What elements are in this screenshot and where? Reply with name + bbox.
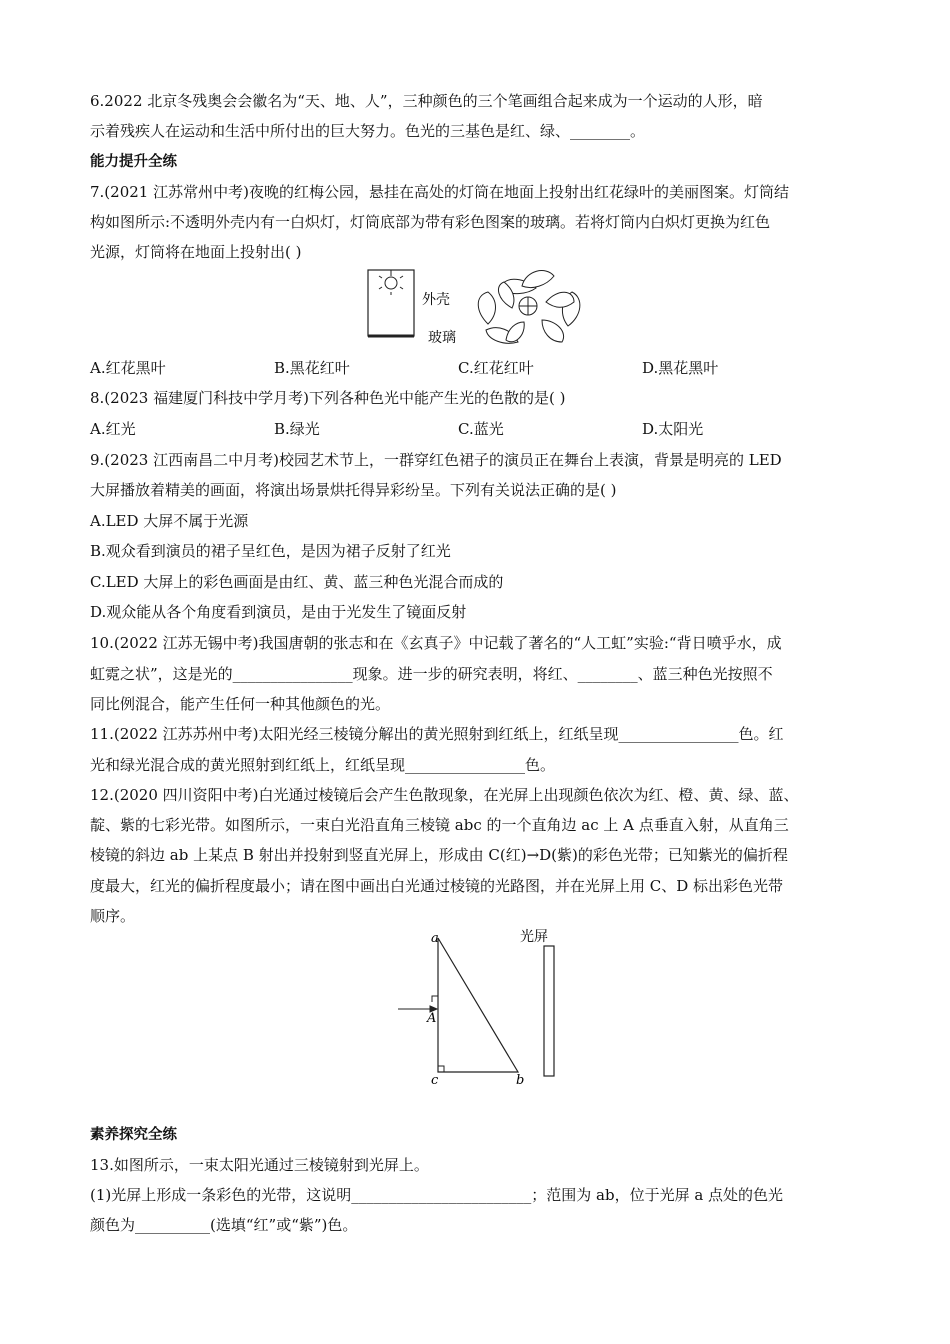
q12-line-4: 度最大，红光的偏折程度最小；请在图中画出白光通过棱镜的光路图，并在光屏上用 C、D 标出彩色光带 xyxy=(90,877,784,895)
q12-line-2: 靛、紫的七彩光带。如图所示，一束白光沿直角三棱镜 abc 的一个直角边 ac 上 A 点垂直入射，从直角三 xyxy=(90,816,789,834)
bulb-icon xyxy=(379,270,403,295)
label-glass: 玻璃 xyxy=(428,330,456,346)
light-screen xyxy=(544,946,554,1076)
q12-line-5: 顺序。 xyxy=(90,907,136,925)
q9-option-b: B.观众看到演员的裙子呈红色，是因为裙子反射了红光 xyxy=(90,542,451,560)
point-A-label: A xyxy=(427,1011,437,1026)
q10-line-1: 10.(2022 江苏无锡中考)我国唐朝的张志和在《玄真子》中记载了著名的“人工虹”实验:“背日喷乎水，成 xyxy=(90,634,782,652)
q7-option-b: B.黑花红叶 xyxy=(274,359,350,377)
q8-line-1: 8.(2023 福建厦门科技中学月考)下列各种色光中能产生光的色散的是( ) xyxy=(90,389,566,407)
q12-line-1: 12.(2020 四川资阳中考)白光通过棱镜后会产生色散现象，在光屏上出现颜色依次为红、橙、黄、绿、蓝、 xyxy=(90,786,799,804)
q7-option-d: D.黑花黑叶 xyxy=(642,359,719,377)
q11-line-1: 11.(2022 江苏苏州中考)太阳光经三棱镜分解出的黄光照射到红纸上，红纸呈现________________色。红 xyxy=(90,725,784,743)
q13-line-2: (1)光屏上形成一条彩色的光带，这说明________________________；范围为 ab，位于光屏 a 点处的色光 xyxy=(90,1186,784,1204)
q11-line-2: 光和绿光混合成的黄光照射到红纸上，红纸呈现________________色。 xyxy=(90,756,556,774)
q13-line-3: 颜色为__________(选填“红”或“紫”)色。 xyxy=(90,1216,358,1234)
q10-line-3: 同比例混合，能产生任何一种其他颜色的光。 xyxy=(90,695,391,713)
screen-label: 光屏 xyxy=(520,929,548,945)
lamp-cylinder xyxy=(368,270,414,336)
q10-line-2: 虹霓之状”，这是光的________________现象。进一步的研究表明，将红、________、蓝三种色光按照不 xyxy=(90,665,773,683)
q8-option-b: B.绿光 xyxy=(274,420,320,438)
q7-line-3: 光源，灯筒将在地面上投射出( ) xyxy=(90,243,302,261)
q9-option-d: D.观众能从各个角度看到演员，是由于光发生了镜面反射 xyxy=(90,603,467,621)
q8-option-d: D.太阳光 xyxy=(642,420,704,438)
q8-option-a: A.红光 xyxy=(90,420,136,438)
q9-line-2: 大屏播放着精美的画面，将演出场景烘托得异彩纷呈。下列有关说法正确的是( ) xyxy=(90,481,617,499)
q7-option-c: C.红花红叶 xyxy=(458,359,534,377)
q7-options xyxy=(90,357,850,379)
vertex-a-label: a xyxy=(431,931,439,946)
q12-line-3: 棱镜的斜边 ab 上某点 B 射出并投射到竖直光屏上，形成由 C(红)→D(紫)的彩色光带；已知紫光的偏折程 xyxy=(90,846,788,864)
q7-figure xyxy=(360,266,600,348)
q8-option-c: C.蓝光 xyxy=(458,420,504,438)
q9-option-c: C.LED 大屏上的彩色画面是由红、黄、蓝三种色光混合而成的 xyxy=(90,573,504,591)
q12-figure xyxy=(390,926,570,1086)
prism-triangle xyxy=(432,938,518,1072)
flower-icon xyxy=(478,271,580,344)
vertex-c-label: c xyxy=(431,1073,439,1088)
label-shell: 外壳 xyxy=(422,292,450,308)
vertex-b-label: b xyxy=(516,1073,525,1088)
q6-line-1: 6.2022 北京冬残奥会会徽名为“天、地、人”，三种颜色的三个笔画组合起来成为一个运动的人形，暗 xyxy=(90,92,763,110)
q13-line-1: 13.如图所示，一束太阳光通过三棱镜射到光屏上。 xyxy=(90,1156,429,1174)
q9-option-a: A.LED 大屏不属于光源 xyxy=(90,512,249,530)
q6-line-2: 示着残疾人在运动和生活中所付出的巨大努力。色光的三基色是红、绿、________。 xyxy=(90,122,646,140)
q8-options xyxy=(90,418,850,440)
section-heading-literacy: 素养探究全练 xyxy=(90,1127,177,1143)
q7-line-2: 构如图所示:不透明外壳内有一白炽灯，灯筒底部为带有彩色图案的玻璃。若将灯筒内白炽灯更换为红色 xyxy=(90,213,771,231)
section-heading-ability: 能力提升全练 xyxy=(90,154,177,170)
q7-option-a: A.红花黑叶 xyxy=(90,359,166,377)
q7-line-1: 7.(2021 江苏常州中考)夜晚的红梅公园，悬挂在高处的灯筒在地面上投射出红花绿叶的美丽图案。灯筒结 xyxy=(90,183,789,201)
q9-line-1: 9.(2023 江西南昌二中月考)校园艺术节上，一群穿红色裙子的演员正在舞台上表演，背景是明亮的 LED xyxy=(90,451,782,469)
